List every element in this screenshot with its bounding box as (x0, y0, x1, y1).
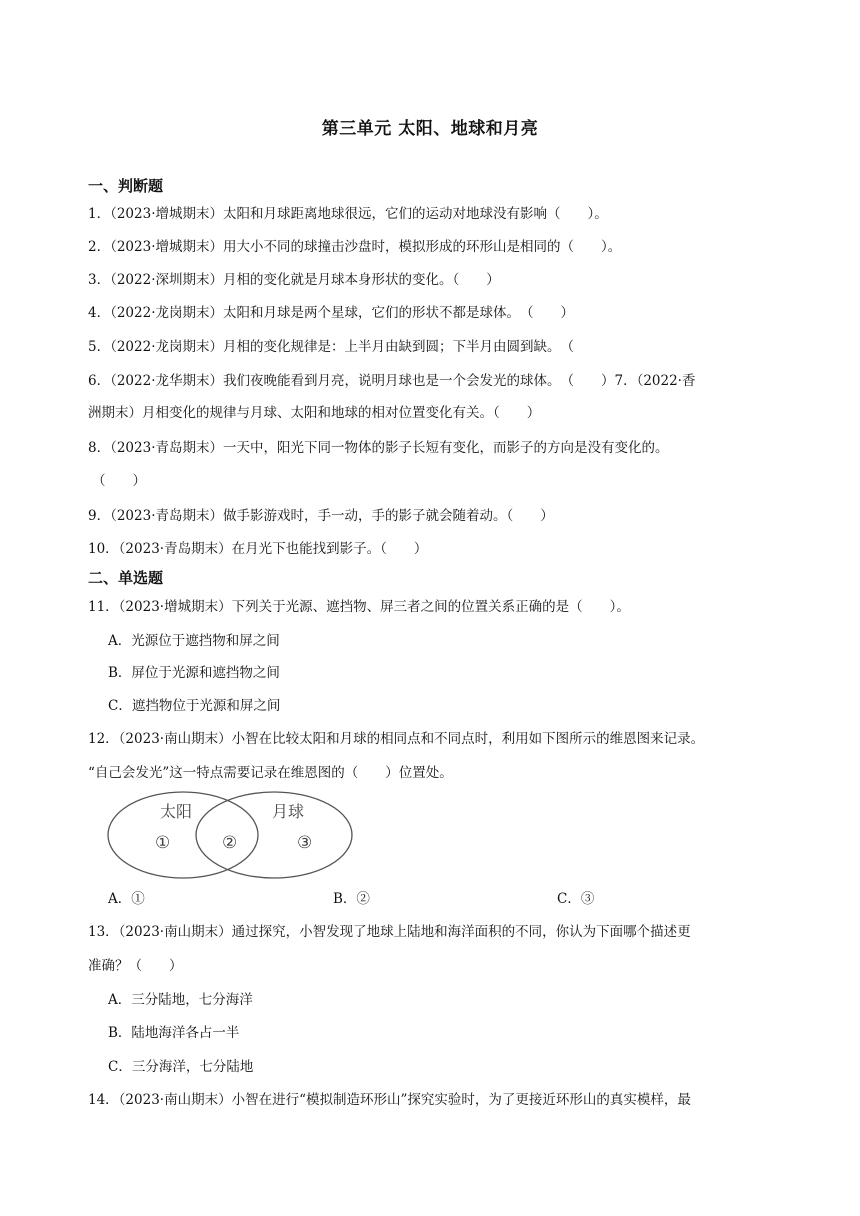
question-11-option-a: A．光源位于遮挡物和屏之间 (108, 633, 280, 649)
question-1: 1．（2023·增城期末）太阳和月球距离地球很远，它们的运动对地球没有影响（ ）。 (88, 206, 608, 222)
question-14: 14．（2023·南山期末）小智在进行“模拟制造环形山”探究实验时，为了更接近环形山的真实模样，最 (88, 1092, 691, 1108)
question-12-continued: “自己会发光”这一特点需要记录在维恩图的（ ）位置处。 (88, 765, 453, 781)
venn-marker-1: ① (155, 833, 171, 853)
question-9: 9．（2023·青岛期末）做手影游戏时，手一动，手的影子就会随着动。（ ） (88, 508, 554, 524)
question-8-blank: （ ） (92, 473, 146, 489)
venn-marker-2: ② (222, 833, 238, 853)
venn-label-sun: 太阳 (160, 802, 193, 821)
question-6: 6．（2022·龙华期末）我们夜晚能看到月亮，说明月球也是一个会发光的球体。 （ ）7．（2022·香 (88, 373, 696, 389)
question-13-option-a: A．三分陆地，七分海洋 (108, 992, 253, 1008)
section-heading-judgement: 一、判断题 (88, 177, 164, 195)
question-10: 10．（2023·青岛期末）在月光下也能找到影子。（ ） (88, 541, 428, 557)
question-4: 4．（2022·龙岗期末）太阳和月球是两个星球，它们的形状不都是球体。 （ ） (88, 305, 574, 321)
question-2: 2．（2023·增城期末）用大小不同的球撞击沙盘时，模拟形成的环形山是相同的（ ）。 (88, 239, 622, 255)
question-12-option-c: C．③ (557, 891, 595, 907)
venn-marker-3: ③ (297, 833, 313, 853)
question-12-option-b: B．② (333, 891, 370, 907)
question-12-option-a: A．① (108, 891, 145, 907)
question-11-option-b: B．屏位于光源和遮挡物之间 (108, 665, 280, 681)
question-5: 5．（2022·龙岗期末）月相的变化规律是：上半月由缺到圆；下半月由圆到缺。 （ (88, 339, 574, 355)
venn-diagram (106, 790, 368, 882)
venn-label-moon: 月球 (272, 802, 305, 821)
question-13-continued: 准确？（ ） (88, 958, 183, 974)
question-13-option-b: B．陆地海洋各占一半 (108, 1025, 240, 1041)
question-13: 13．（2023·南山期末）通过探究，小智发现了地球上陆地和海洋面积的不同，你认为下面哪个描述更 (88, 924, 691, 940)
question-8: 8．（2023·青岛期末）一天中，阳光下同一物体的影子长短有变化，而影子的方向是没有变化的。 (88, 440, 669, 456)
question-3: 3．（2022·深圳期末）月相的变化就是月球本身形状的变化。（ ） (88, 272, 500, 288)
question-13-option-c: C．三分海洋，七分陆地 (108, 1059, 254, 1075)
question-7: 洲期末）月相变化的规律与月球、太阳和地球的相对位置变化有关。（ ） (88, 405, 541, 421)
question-11: 11．（2023·增城期末）下列关于光源、遮挡物、屏三者之间的位置关系正确的是（ ）。 (88, 599, 630, 615)
section-heading-single-choice: 二、单选题 (88, 569, 164, 587)
question-12: 12．（2023·南山期末）小智在比较太阳和月球的相同点和不同点时，利用如下图所示的维恩图来记录。 (88, 731, 705, 747)
page-title: 第三单元 太阳、地球和月亮 (321, 119, 539, 139)
question-11-option-c: C．遮挡物位于光源和屏之间 (108, 698, 281, 714)
